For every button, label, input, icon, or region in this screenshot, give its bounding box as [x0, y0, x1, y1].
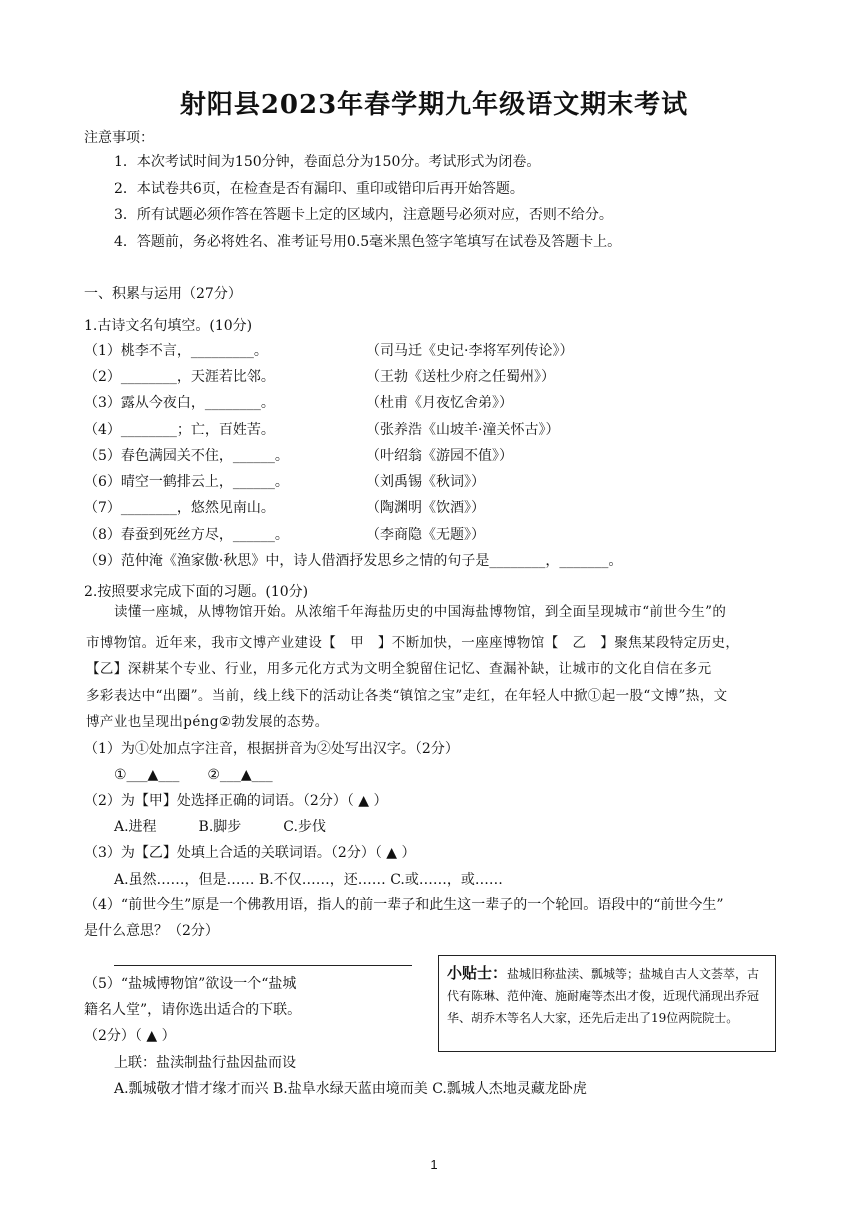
poem-blank-4: （4）________；亡，百姓苦。 — [84, 422, 275, 438]
sub-question-1-blanks: ①___▲___ ②___▲___ — [114, 767, 273, 783]
sub-question-2-options: A.进程 B.脚步 C.步伐 — [114, 819, 326, 835]
tip-body: 盐城旧称盐渎、瓢城等；盐城自古人文荟萃，古代有陈琳、范仲淹、施耐庵等杰出才俊，近现代涌现出乔冠华、胡乔木等名人大家，还先后走出了19位两院院士。 — [447, 967, 760, 1025]
notice-item-1: 1．本次考试时间为150分钟，卷面总分为150分。考试形式为闭卷。 — [114, 154, 541, 170]
notice-item-3: 3．所有试题必须作答在答题卡上定的区域内，注意题号必须对应，否则不给分。 — [114, 207, 613, 223]
page-number: 1 — [430, 1157, 438, 1172]
page-title: 射阳县2023年春学期九年级语文期末考试 — [179, 90, 689, 120]
poem-blank-3: （3）露从今夜白，________。 — [84, 395, 275, 411]
question-2-heading: 2.按照要求完成下面的习题。(10分) — [84, 584, 309, 600]
sub-question-1: （1）为①处加点字注音，根据拼音为②处写出汉字。（2分） — [84, 741, 459, 757]
upper-couplet: 上联：盐渎制盐行盐因盐而设 — [114, 1055, 296, 1071]
poem-source-2: （王勃《送杜少府之任蜀州》） — [366, 369, 555, 385]
poem-source-7: （陶渊明《饮酒》） — [366, 500, 485, 516]
sub-question-5-line-2: 籍名人堂”，请你选出适合的下联。 — [84, 1002, 302, 1018]
notice-item-2: 2．本试卷共6页，在检查是否有漏印、重印或错印后再开始答题。 — [114, 181, 524, 197]
sub-question-4-line-2: 是什么意思？（2分） — [84, 923, 219, 939]
poem-blank-6: （6）晴空一鹤排云上，______。 — [84, 474, 289, 490]
sub-question-4-line-1: （4）“前世今生”原是一个佛教用语，指人的前一辈子和此生这一辈子的一个轮回。语段中的“前世今生” — [84, 897, 724, 913]
passage-line-4: 多彩表达中“出圈”。当前，线上线下的活动让各类“镇馆之宝”走红，在年轻人中掀①起一股“文博”热，文 — [86, 688, 728, 704]
poem-blank-5: （5）春色满园关不住，______。 — [84, 448, 289, 464]
poem-source-6: （刘禹锡《秋词》） — [366, 474, 485, 490]
poem-blank-8: （8）春蚕到死丝方尽，______。 — [84, 527, 289, 543]
tip-title: 小贴士： — [447, 964, 508, 982]
couplet-options: A.瓢城敬才惜才缘才而兴 B.盐阜水绿天蓝由境而美 C.瓢城人杰地灵藏龙卧虎 — [114, 1081, 587, 1097]
poem-source-8: （李商隐《无题》） — [366, 527, 485, 543]
section-heading: 一、积累与运用（27分） — [84, 286, 242, 302]
tip-box — [438, 955, 776, 1052]
poem-source-4: （张养浩《山坡羊·潼关怀古》） — [366, 422, 560, 438]
poem-blank-1: （1）桃李不言，_________。 — [84, 343, 268, 359]
poem-source-1: （司马迁《史记·李将军列传论》） — [366, 343, 574, 359]
passage-line-1: 读懂一座城，从博物馆开始。从浓缩千年海盐历史的中国海盐博物馆，到全面呈现城市“前世今生”的 — [114, 604, 727, 620]
sub-question-3: （3）为【乙】处填上合适的关联词语。（2分）（ ▲ ） — [84, 845, 416, 861]
sub-question-2: （2）为【甲】处选择正确的词语。（2分）（ ▲ ） — [84, 793, 388, 809]
sub-question-5-line-3: （2分）（ ▲ ） — [84, 1028, 176, 1044]
passage-line-3: 【乙】深耕某个专业、行业，用多元化方式为文明全貌留住记忆、查漏补缺，让城市的文化自信在多元 — [86, 661, 712, 677]
poem-source-3: （杜甫《月夜忆舍弟》） — [366, 395, 513, 411]
poem-source-5: （叶绍翁《游园不值》） — [366, 448, 513, 464]
poem-blank-7: （7）________，悠然见南山。 — [84, 500, 275, 516]
passage-line-2: 市博物馆。近年来，我市文博产业建设【 甲 】不断加快，一座座博物馆【 乙 】聚焦某段特定历史， — [86, 635, 740, 651]
notice-heading: 注意事项： — [84, 130, 154, 146]
question-1-heading: 1.古诗文名句填空。(10分) — [84, 318, 253, 334]
tip-content — [447, 962, 769, 1029]
answer-line — [114, 965, 412, 966]
poem-blank-2: （2）________，天涯若比邻。 — [84, 369, 275, 385]
poem-blank-9: （9）范仲淹《渔家傲·秋思》中，诗人借酒抒发思乡之情的句子是________，_______。 — [84, 553, 623, 569]
sub-question-5-line-1: （5）“盐城博物馆”欲设一个“盐城 — [84, 976, 297, 992]
passage-line-5: 博产业也呈现出péng②勃发展的态势。 — [86, 714, 329, 730]
notice-item-4: 4．答题前，务必将姓名、准考证号用0.5毫米黑色签字笔填写在试卷及答题卡上。 — [114, 234, 622, 250]
sub-question-3-options: A.虽然……，但是…… B.不仅……，还…… C.或……，或…… — [114, 872, 503, 888]
